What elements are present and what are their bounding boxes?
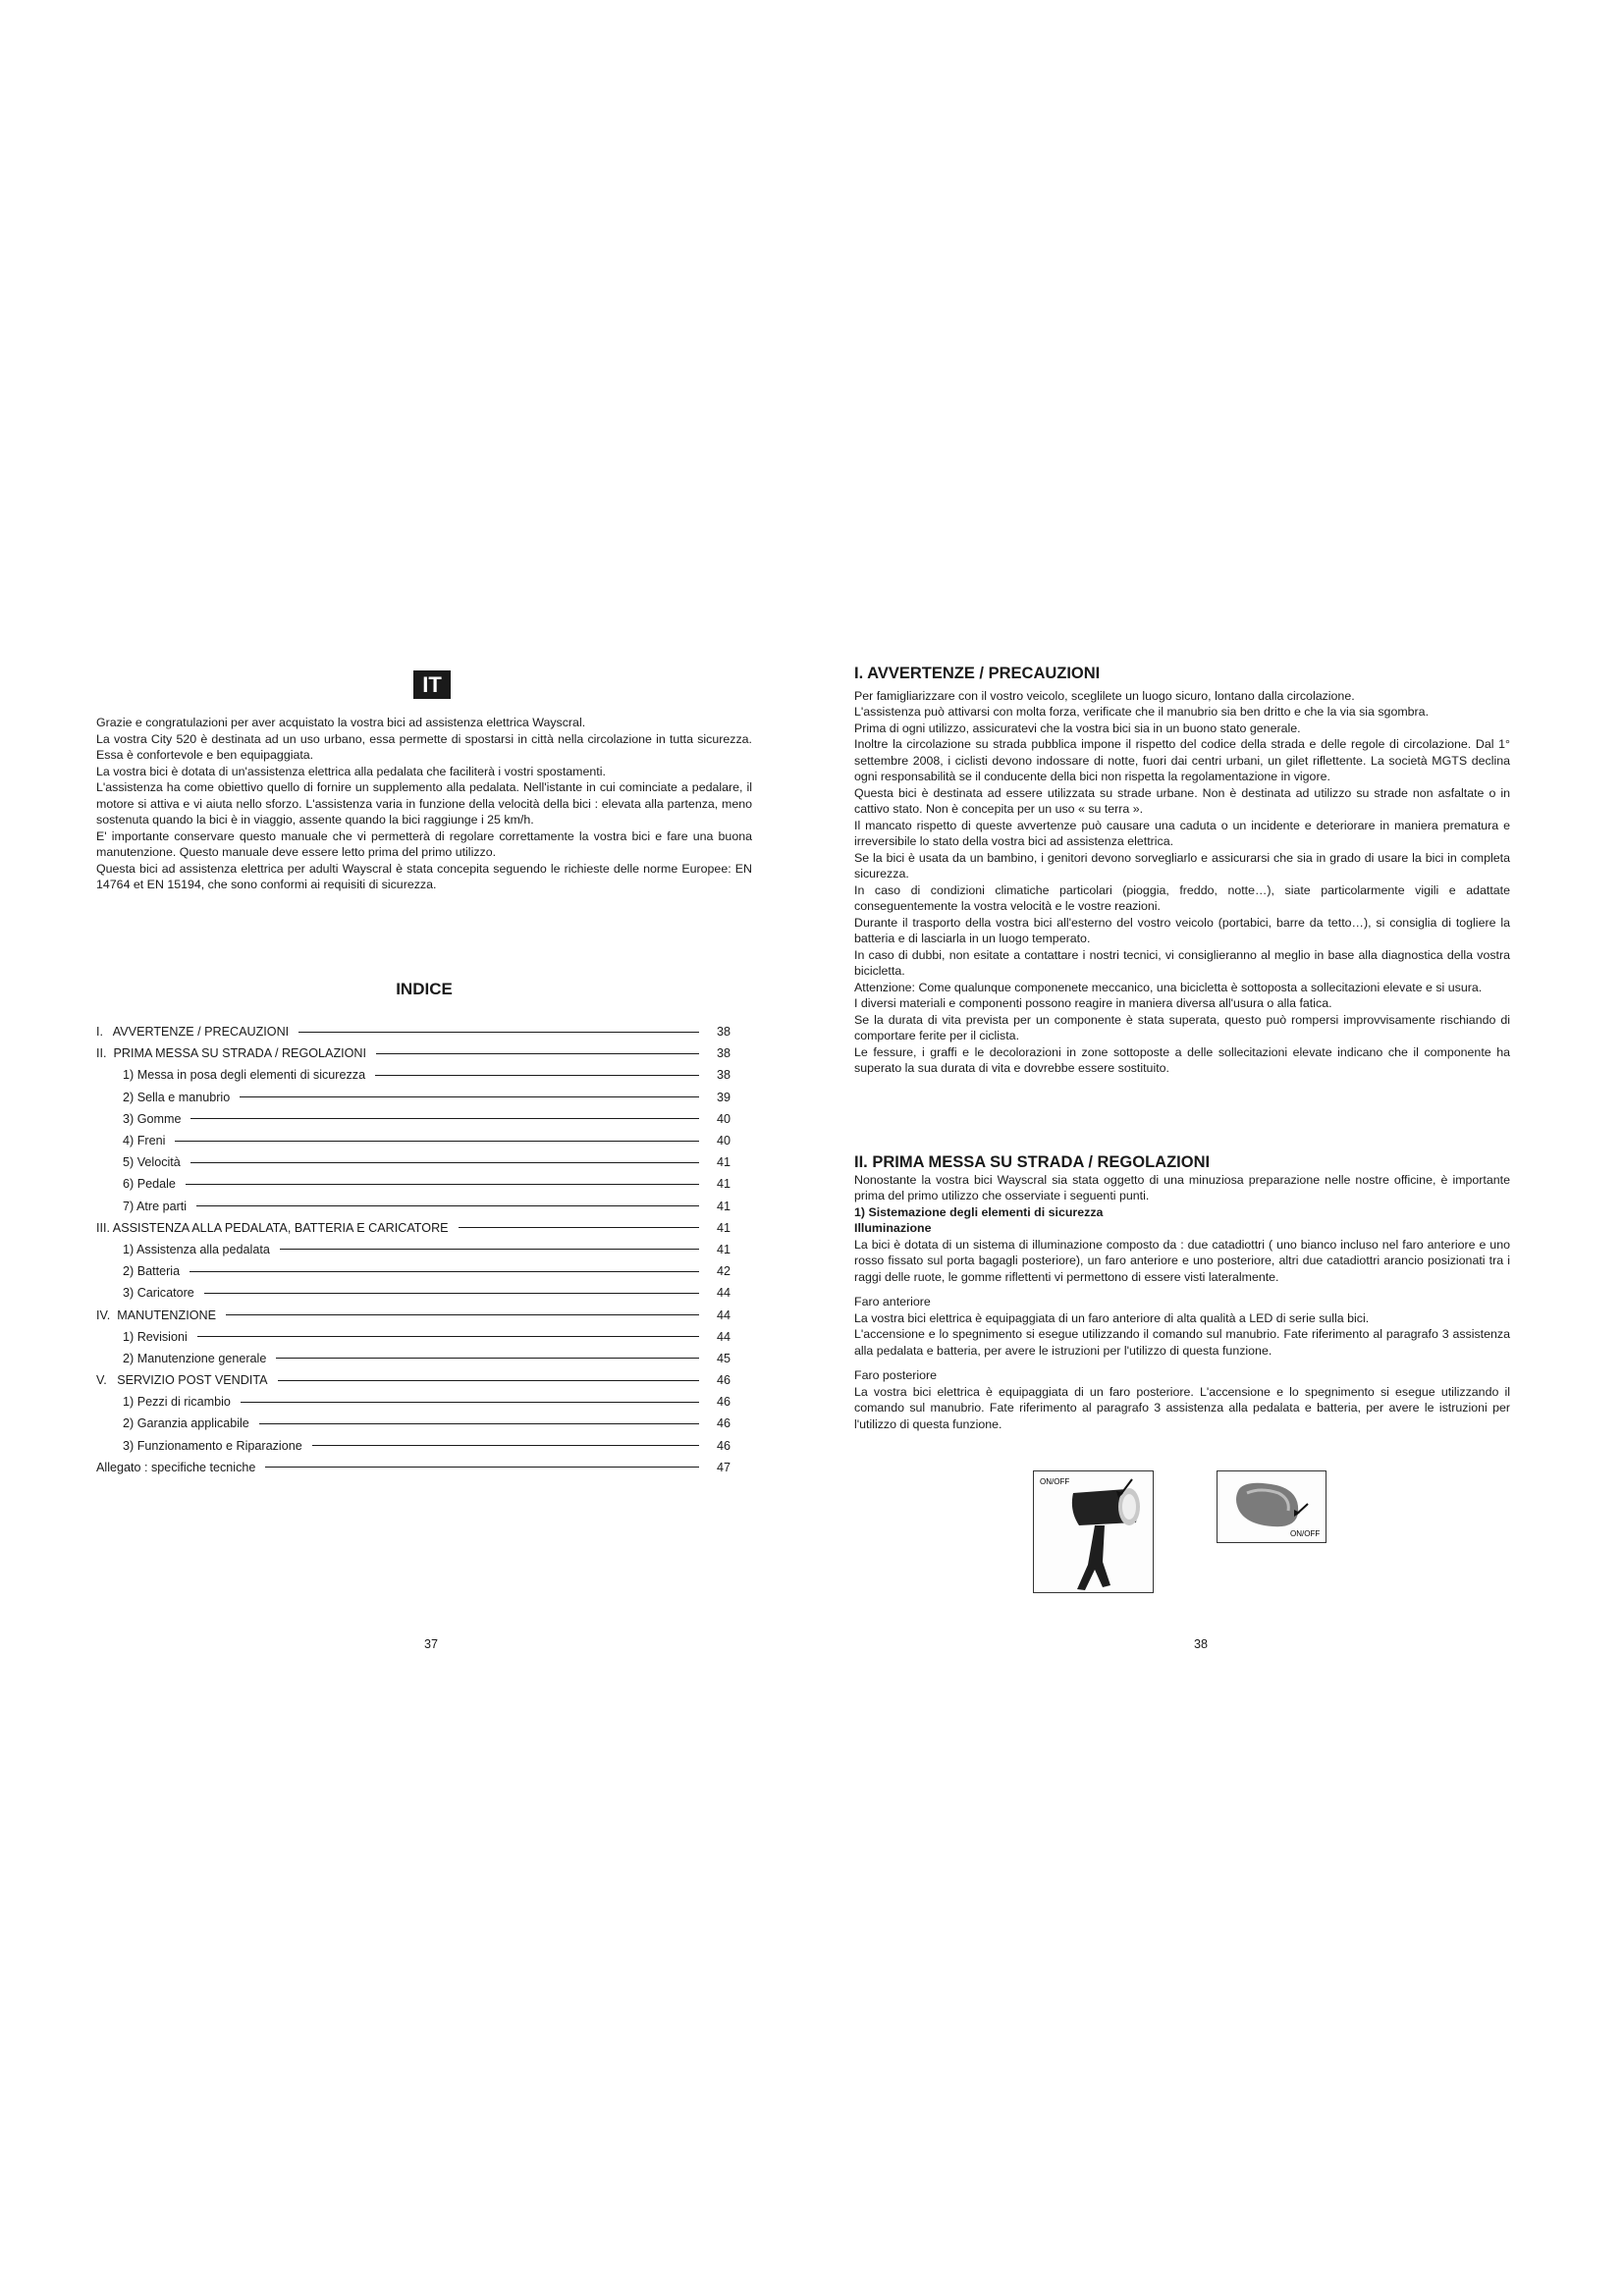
toc-leader-line <box>276 1358 699 1359</box>
toc-entry-page: 40 <box>716 1111 731 1126</box>
front-light-text: La vostra bici elettrica è equipaggiata di un faro anteriore di alta qualità a LED di serie sulla bici. <box>854 1310 1370 1325</box>
section-avvertenze <box>854 666 1510 1077</box>
toc-entry-label: II. PRIMA MESSA SU STRADA / REGOLAZIONI <box>96 1046 367 1061</box>
toc-entry-page: 46 <box>716 1438 731 1453</box>
toc-entry <box>96 1369 731 1391</box>
section-paragraph: I diversi materiali e componenti possono reagire in maniera diversa all'usura o alla fatica. <box>854 996 1332 1010</box>
toc-entry-label: 7) Atre parti <box>123 1199 188 1213</box>
toc-entry-label: 2) Sella e manubrio <box>123 1090 231 1104</box>
toc-entry-label: I. AVVERTENZE / PRECAUZIONI <box>96 1025 290 1040</box>
toc-entry-page: 41 <box>716 1155 731 1170</box>
toc-entry-page: 38 <box>716 1025 731 1040</box>
section-intro: Nonostante la vostra bici Wayscral sia stata oggetto di una minuziosa preparazione nelle nostre officine, è importante prima del primo utilizzo che osserviate i seguenti punti. <box>854 1172 1510 1202</box>
toc-entry <box>96 1457 731 1478</box>
toc-leader-line <box>197 1336 699 1337</box>
toc-entry <box>96 1413 731 1434</box>
section-body <box>854 688 1510 1077</box>
toc-entry-page: 47 <box>716 1460 731 1474</box>
toc-leader-line <box>190 1162 699 1163</box>
section-paragraph: L'assistenza può attivarsi con molta forza, verificate che il manubrio sia ben dritto e che la via sia sgombra. <box>854 705 1430 719</box>
toc-entry <box>96 1217 731 1239</box>
toc-entry-label: 2) Batteria <box>123 1264 181 1279</box>
toc-entry-page: 45 <box>716 1351 731 1365</box>
toc-entry-page: 44 <box>716 1286 731 1301</box>
toc-entry-page: 38 <box>716 1068 731 1083</box>
section-paragraph: Durante il trasporto della vostra bici all'esterno del vostro veicolo (portabici, barre da tetto…), si consiglia di togliere la batteria e di lasciarla in un luogo temperato. <box>854 915 1510 945</box>
toc-leader-line <box>280 1249 699 1250</box>
toc-entry-page: 39 <box>716 1090 731 1104</box>
toc-entry <box>96 1130 731 1151</box>
toc-entry-page: 41 <box>716 1242 731 1256</box>
front-light-icon <box>1034 1471 1153 1592</box>
page-number-left: 37 <box>424 1637 439 1651</box>
toc-leader-line <box>175 1141 699 1142</box>
rear-light-image <box>1217 1470 1326 1543</box>
front-light-image <box>1033 1470 1154 1593</box>
front-onoff-label: ON/OFF <box>1040 1477 1070 1486</box>
toc-leader-line <box>190 1118 699 1119</box>
toc-entry-label: 1) Revisioni <box>123 1329 188 1344</box>
section-paragraph: In caso di dubbi, non esitate a contattare i nostri tecnici, vi consiglieranno al meglio in base alla diagnostica della vostra bicicletta. <box>854 947 1510 978</box>
toc-entry-label: 5) Velocità <box>123 1155 181 1170</box>
toc-leader-line <box>298 1032 699 1033</box>
section-paragraph: Prima di ogni utilizzo, assicuratevi che la vostra bici sia in un buono stato generale. <box>854 721 1301 735</box>
section-title: I. AVVERTENZE / PRECAUZIONI <box>854 665 1101 682</box>
toc-entry-page: 44 <box>716 1329 731 1344</box>
toc-leader-line <box>265 1467 699 1468</box>
toc-entry <box>96 1391 731 1413</box>
toc-leader-line <box>376 1053 699 1054</box>
toc-entry <box>96 1196 731 1217</box>
toc-leader-line <box>186 1184 699 1185</box>
toc-entry <box>96 1304 731 1325</box>
rear-light-icon <box>1218 1471 1326 1542</box>
toc-entry <box>96 1151 731 1173</box>
toc-entry-label: III. ASSISTENZA ALLA PEDALATA, BATTERIA E CARICATORE <box>96 1220 449 1235</box>
intro-paragraph: La vostra City 520 è destinata ad un uso urbano, essa permette di spostarsi in città nella circolazione in tutta sicurezza. Essa è confortevole e ben equipaggiata. <box>96 731 752 762</box>
toc-leader-line <box>278 1380 700 1381</box>
page-number-right: 38 <box>1194 1637 1209 1651</box>
toc-leader-line <box>312 1445 699 1446</box>
toc-leader-line <box>241 1402 699 1403</box>
intro-paragraph: L'assistenza ha come obiettivo quello di fornire un supplemento alla pedalata. Nell'istante in cui cominciate a pedalare, il motore si attiva e vi aiuta nello sforzo. L'assistenza varia in funzione della velocità della bici : elevata alla partenza, meno sostenuta quando la bici è in viaggio, assente quando la bici raggiunge i 25 km/h. <box>96 780 752 827</box>
section-paragraph: Per famigliarizzare con il vostro veicolo, sceglilete un luogo sicuro, lontano dalla circolazione. <box>854 688 1355 703</box>
toc-entry <box>96 1064 731 1086</box>
toc-entry <box>96 1282 731 1304</box>
toc-entry-label: V. SERVIZIO POST VENDITA <box>96 1373 268 1388</box>
language-badge: IT <box>413 670 451 699</box>
toc-leader-line <box>259 1423 699 1424</box>
front-light-title: Faro anteriore <box>854 1295 931 1308</box>
toc-entry <box>96 1348 731 1369</box>
toc-entry-label: 6) Pedale <box>123 1177 176 1192</box>
toc-entry <box>96 1108 731 1130</box>
section-paragraph: Il mancato rispetto di queste avvertenze può causare una caduta o un incidente e deteriorare in maniera prematura e irreversibile lo stato della vostra bici ad assistenza elettrica. <box>854 818 1510 848</box>
toc-entry-label: 3) Funzionamento e Riparazione <box>123 1438 302 1453</box>
toc-entry-label: 2) Manutenzione generale <box>123 1351 267 1365</box>
toc-leader-line <box>189 1271 699 1272</box>
toc-entry <box>96 1042 731 1064</box>
toc-entry-page: 46 <box>716 1395 731 1410</box>
subsection-title: 1) Sistemazione degli elementi di sicurezza <box>854 1204 1104 1219</box>
toc-leader-line <box>204 1293 699 1294</box>
subsection-subtitle: Illuminazione <box>854 1221 932 1235</box>
toc-leader-line <box>226 1314 699 1315</box>
toc-entry <box>96 1435 731 1457</box>
section-prima-messa <box>854 1154 1510 1432</box>
toc-entry-page: 38 <box>716 1046 731 1061</box>
toc-entry-label: 4) Freni <box>123 1134 166 1148</box>
toc-entry-label: IV. MANUTENZIONE <box>96 1308 216 1322</box>
toc-entry-label: 1) Assistenza alla pedalata <box>123 1242 270 1256</box>
rear-light-title: Faro posteriore <box>854 1368 938 1382</box>
toc-entry-page: 42 <box>716 1264 731 1279</box>
section-title: II. PRIMA MESSA SU STRADA / REGOLAZIONI <box>854 1153 1211 1171</box>
toc-entry <box>96 1173 731 1195</box>
intro-text <box>96 715 752 893</box>
table-of-contents <box>96 1021 731 1478</box>
toc-entry-page: 46 <box>716 1373 731 1388</box>
toc-entry-page: 40 <box>716 1134 731 1148</box>
toc-entry <box>96 1260 731 1282</box>
toc-entry-label: 2) Garanzia applicabile <box>123 1416 249 1431</box>
intro-paragraph: Questa bici ad assistenza elettrica per adulti Wayscral è stata concepita seguendo le richieste delle norme Europee: EN 14764 et EN 15194, che sono conformi ai requisiti di sicurezza. <box>96 861 752 891</box>
toc-entry-page: 41 <box>716 1220 731 1235</box>
section-paragraph: Attenzione: Come qualunque componenete meccanico, una bicicletta è sottoposta a sollecitazioni elevate e si usura. <box>854 980 1483 994</box>
section-paragraph: Questa bici è destinata ad essere utilizzata su strade urbane. Non è destinata ad utilizzo su strade non asfaltate o in cattivo stato. Non è concepita per un uso « su terra ». <box>854 785 1510 816</box>
toc-entry-page: 46 <box>716 1416 731 1431</box>
intro-paragraph: E' importante conservare questo manuale che vi permetterà di regolare correttamente la vostra bici e fare una buona manutenzione. Questo manuale deve essere letto prima del primo utilizzo. <box>96 828 752 859</box>
toc-leader-line <box>459 1227 699 1228</box>
index-title: INDICE <box>396 980 453 998</box>
toc-leader-line <box>240 1096 699 1097</box>
toc-entry-label: 3) Caricatore <box>123 1286 194 1301</box>
rear-onoff-label: ON/OFF <box>1290 1529 1321 1538</box>
section-paragraph: Le fessure, i graffi e le decolorazioni in zone sottoposte a delle sollecitazioni elevate indicano che il componente ha superato la sua durata di vita e dovrebbe essere sostituito. <box>854 1044 1510 1075</box>
toc-entry <box>96 1087 731 1108</box>
toc-entry <box>96 1239 731 1260</box>
front-light-text: L'accensione e lo spegnimento si esegue utilizzando il comando sul manubrio. Fate riferimento al paragrafo 3 assistenza alla pedalata e batteria, per avere le istruzioni per l'utilizzo di questa funzione. <box>854 1327 1510 1358</box>
toc-leader-line <box>196 1205 699 1206</box>
section-paragraph: Se la bici è usata da un bambino, i genitori devono sorvegliarlo e assicurarsi che sia in grado di usare la bici in completa sicurezza. <box>854 850 1510 881</box>
toc-entry-page: 41 <box>716 1199 731 1213</box>
intro-paragraph: Grazie e congratulazioni per aver acquistato la vostra bici ad assistenza elettrica Wayscral. <box>96 716 586 729</box>
toc-entry-page: 41 <box>716 1177 731 1192</box>
section-paragraph: In caso di condizioni climatiche particolari (pioggia, freddo, notte…), siate particolarmente vigili e adattate conseguentemente la vostra velocità e le vostre reazioni. <box>854 882 1510 913</box>
section-paragraph: Inoltre la circolazione su strada pubblica impone il rispetto del codice della strada e delle regole di circolazione. Dal 1° settembre 2008, i ciclisti devono indossare di notte, fuori dai centri urbani, un gilet riflettente. La società MGTS declina ogni responsabilità se il conducente della bici non rispetta la regolamentazione in vigore. <box>854 737 1510 783</box>
toc-entry-label: 1) Messa in posa degli elementi di sicurezza <box>123 1068 366 1083</box>
toc-entry <box>96 1326 731 1348</box>
toc-entry-label: Allegato : specifiche tecniche <box>96 1460 256 1474</box>
section-paragraph: Se la durata di vita prevista per un componente è stata superata, questo può rompersi improvvisamente rischiando di comportare ferite per il ciclista. <box>854 1012 1510 1042</box>
illumination-text: La bici è dotata di un sistema di illuminazione composto da : due catadiottri ( uno bianco incluso nel faro anteriore e uno rosso fissato sul porta bagagli posteriore), un faro anteriore e uno posteriore, altri due catadiottri arancio posizionati tra i raggi delle ruote, le gomme riflettenti vi permettono di essere visti lateralmente. <box>854 1237 1510 1284</box>
toc-leader-line <box>375 1075 699 1076</box>
rear-light-text: La vostra bici elettrica è equipaggiata di un faro posteriore. L'accensione e lo spegnimento si esegue utilizzando il comando sul manubrio. Fate riferimento al paragrafo 3 assistenza alla pedalata e batteria, per avere le istruzioni per l'utilizzo di questa funzione. <box>854 1384 1510 1431</box>
toc-entry-page: 44 <box>716 1308 731 1322</box>
toc-entry-label: 3) Gomme <box>123 1111 182 1126</box>
toc-entry <box>96 1021 731 1042</box>
intro-paragraph: La vostra bici è dotata di un'assistenza elettrica alla pedalata che faciliterà i vostri spostamenti. <box>96 764 606 778</box>
toc-entry-label: 1) Pezzi di ricambio <box>123 1395 231 1410</box>
